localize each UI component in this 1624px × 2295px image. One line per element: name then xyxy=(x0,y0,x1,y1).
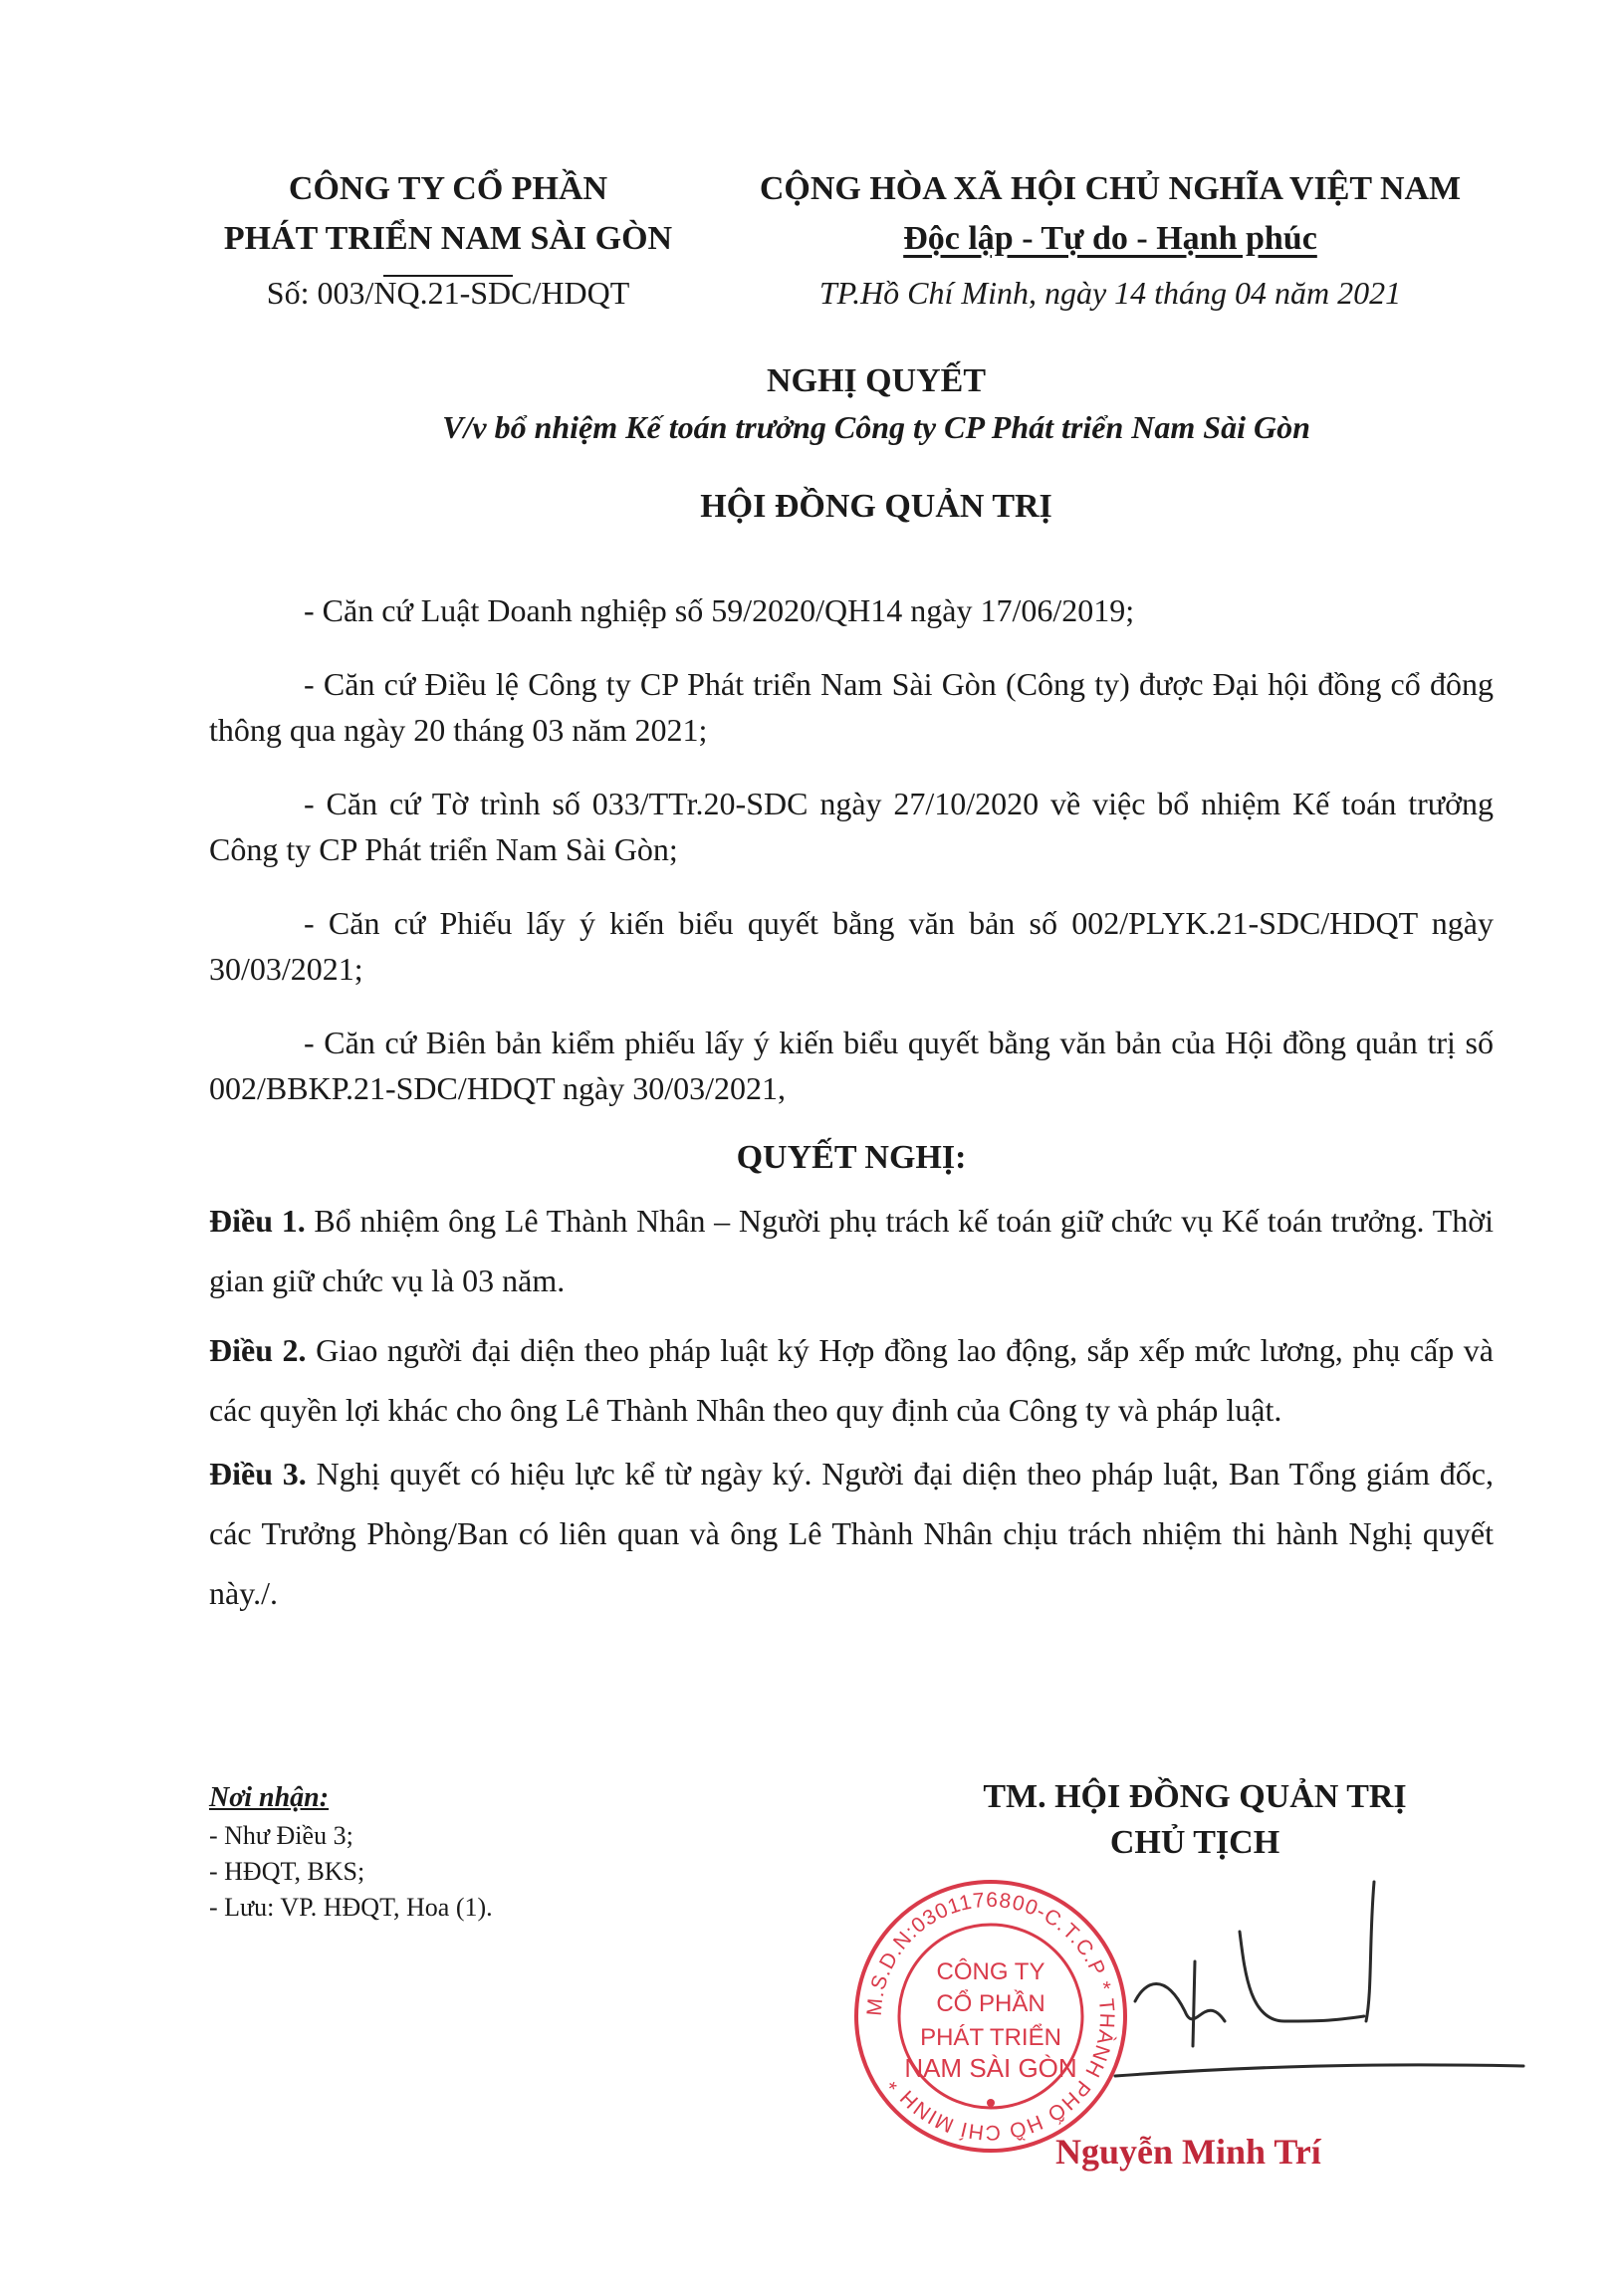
document-title: NGHỊ QUYẾT xyxy=(766,362,987,399)
article-2 xyxy=(209,1320,1494,1440)
svg-text:M.S.D.N:0301176800-C.T.C.P * T: M.S.D.N:0301176800-C.T.C.P * THÀNH PHỐ HỒ CHÍ MINH * xyxy=(862,1888,1119,2145)
council-heading: HỘI ĐỒNG QUẢN TRỊ xyxy=(700,488,1052,525)
signature-role: CHỦ TỊCH xyxy=(1109,1824,1280,1861)
recipients-block xyxy=(209,1782,727,1926)
basis-item: - Căn cứ Luật Doanh nghiệp số 59/2020/QH14 ngày 17/06/2019; xyxy=(304,592,1135,628)
svg-text:PHÁT TRIỂN: PHÁT TRIỂN xyxy=(920,2024,1061,2051)
nation-motto: Độc lập - Tự do - Hạnh phúc xyxy=(903,220,1317,257)
article-text: Nghị quyết có hiệu lực kể từ ngày ký. Người đại diện theo pháp luật, Ban Tổng giám đốc, các Trưởng Phòng/Ban có liên quan và ông Lê Thành Nhân chịu trách nhiệm thi hành Nghị quyết này./. xyxy=(209,1456,1495,1611)
basis-item: - Căn cứ Điều lệ Công ty CP Phát triển Nam Sài Gòn (Công ty) được Đại hội đồng cổ đông thông qua ngày 20 tháng 03 năm 2021; xyxy=(209,666,1494,748)
document-number: Số: 003/NQ.21-SDC/HDQT xyxy=(266,275,630,311)
decision-heading: QUYẾT NGHỊ: xyxy=(736,1139,967,1176)
signature-title: TM. HỘI ĐỒNG QUẢN TRỊ xyxy=(983,1778,1407,1815)
document-body xyxy=(209,587,1494,1623)
basis-item: - Căn cứ Phiếu lấy ý kiến biểu quyết bằng văn bản số 002/PLYK.21-SDC/HDQT ngày 30/03/2021; xyxy=(209,905,1494,987)
svg-text:NAM SÀI GÒN: NAM SÀI GÒN xyxy=(904,2053,1077,2083)
nation-name: CỘNG HÒA XÃ HỘI CHỦ NGHĨA VIỆT NAM xyxy=(759,170,1462,207)
article-text: Giao người đại diện theo pháp luật ký Hợp đồng lao động, sắp xếp mức lương, phụ cấp và các quyền lợi khác cho ông Lê Thành Nhân theo quy định của Công ty và pháp luật. xyxy=(209,1332,1495,1428)
company-header xyxy=(184,164,712,318)
basis-item: - Căn cứ Tờ trình số 033/TTr.20-SDC ngày 27/10/2020 về việc bổ nhiệm Kế toán trưởng Công ty CP Phát triển Nam Sài Gòn; xyxy=(209,786,1494,867)
document-subject: V/v bổ nhiệm Kế toán trưởng Công ty CP Phát triển Nam Sài Gòn xyxy=(442,409,1310,445)
company-name-line1: CÔNG TY CỔ PHẦN xyxy=(288,170,608,207)
place-date: TP.Hồ Chí Minh, ngày 14 tháng 04 năm 2021 xyxy=(818,275,1402,311)
article-3 xyxy=(209,1444,1494,1623)
recipients-title: Nơi nhận: xyxy=(209,1782,330,1813)
company-name-line2: PHÁT TRIỂN NAM SÀI GÒN xyxy=(223,220,673,257)
recipient-item: - Lưu: VP. HĐQT, Hoa (1). xyxy=(209,1893,493,1922)
svg-text:CỔ PHẦN: CỔ PHẦN xyxy=(936,1990,1045,2017)
article-1 xyxy=(209,1191,1494,1310)
recipient-item: - Như Điều 3; xyxy=(209,1821,353,1850)
document-title-block xyxy=(209,358,1543,450)
svg-text:CÔNG TY: CÔNG TY xyxy=(936,1958,1045,1985)
article-text: Bổ nhiệm ông Lê Thành Nhân – Người phụ trách kế toán giữ chức vụ Kế toán trưởng. Thời gian giữ chức vụ là 03 năm. xyxy=(209,1203,1495,1298)
signer-name: Nguyễn Minh Trí xyxy=(1055,2132,1321,2172)
article-label: Điều 2. xyxy=(209,1332,307,1368)
article-label: Điều 3. xyxy=(209,1456,307,1492)
article-label: Điều 1. xyxy=(209,1203,306,1239)
handwritten-signature xyxy=(1075,1872,1533,2101)
recipient-item: - HĐQT, BKS; xyxy=(209,1857,365,1886)
national-header xyxy=(732,164,1489,318)
signature-block xyxy=(856,1774,1533,1866)
basis-item: - Căn cứ Biên bản kiểm phiếu lấy ý kiến biểu quyết bằng văn bản của Hội đồng quản trị số 002/BBKP.21-SDC/HDQT ngày 30/03/2021, xyxy=(209,1025,1494,1106)
